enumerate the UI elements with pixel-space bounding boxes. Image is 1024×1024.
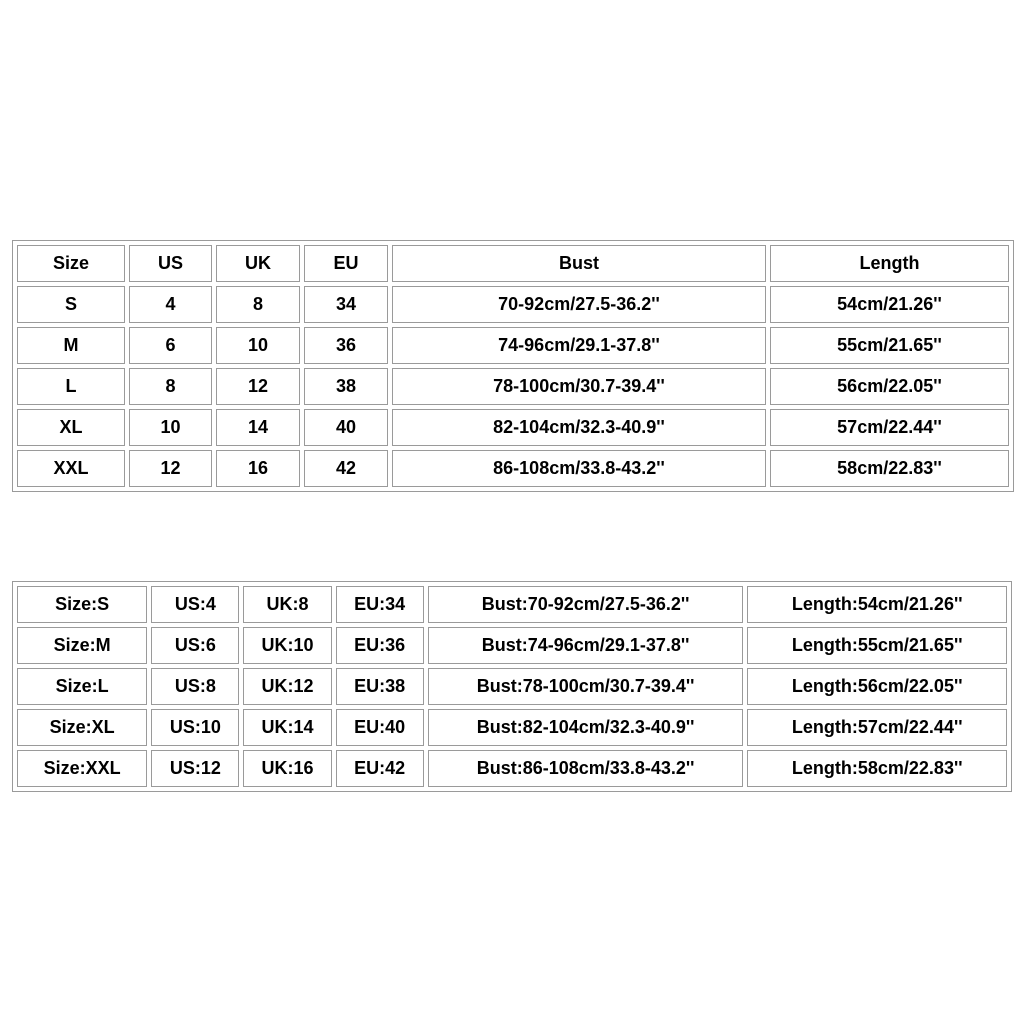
table-row [17, 709, 1007, 746]
table-cell: Size:M [17, 627, 147, 664]
header-cell: Length [770, 245, 1009, 282]
table-cell: UK:16 [243, 750, 331, 787]
table-cell: 57cm/22.44'' [770, 409, 1009, 446]
table-cell: 54cm/21.26'' [770, 286, 1009, 323]
table-cell: UK:8 [243, 586, 331, 623]
table-cell: Size:S [17, 586, 147, 623]
table-cell: Bust:78-100cm/30.7-39.4'' [428, 668, 744, 705]
table-row [17, 586, 1007, 623]
table-cell: US:6 [151, 627, 239, 664]
table-cell: XXL [17, 450, 125, 487]
header-cell: Bust [392, 245, 766, 282]
table-cell: 16 [216, 450, 300, 487]
table-cell: EU:42 [336, 750, 424, 787]
table-cell: 4 [129, 286, 212, 323]
table-cell: 56cm/22.05'' [770, 368, 1009, 405]
table-cell: 86-108cm/33.8-43.2'' [392, 450, 766, 487]
table-cell: S [17, 286, 125, 323]
table-cell: Length:57cm/22.44'' [747, 709, 1007, 746]
table-cell: EU:34 [336, 586, 424, 623]
table-cell: M [17, 327, 125, 364]
table-cell: Length:58cm/22.83'' [747, 750, 1007, 787]
table-cell: 34 [304, 286, 388, 323]
table-cell: 8 [216, 286, 300, 323]
table-cell: Length:55cm/21.65'' [747, 627, 1007, 664]
table-header-row [17, 245, 1009, 282]
table-cell: 14 [216, 409, 300, 446]
table-cell: 8 [129, 368, 212, 405]
table-cell: 10 [129, 409, 212, 446]
table-row [17, 750, 1007, 787]
table-row [17, 627, 1007, 664]
table-cell: EU:40 [336, 709, 424, 746]
table-cell: 6 [129, 327, 212, 364]
table-cell: UK:14 [243, 709, 331, 746]
table-cell: 38 [304, 368, 388, 405]
table-cell: Bust:74-96cm/29.1-37.8'' [428, 627, 744, 664]
table-cell: US:10 [151, 709, 239, 746]
table-cell: 70-92cm/27.5-36.2'' [392, 286, 766, 323]
table-cell: Bust:86-108cm/33.8-43.2'' [428, 750, 744, 787]
table-cell: 42 [304, 450, 388, 487]
table-cell: US:8 [151, 668, 239, 705]
table-cell: 12 [129, 450, 212, 487]
table-row [17, 327, 1009, 364]
table-row [17, 368, 1009, 405]
table-cell: 58cm/22.83'' [770, 450, 1009, 487]
table-cell: Length:54cm/21.26'' [747, 586, 1007, 623]
table-row [17, 409, 1009, 446]
table-row [17, 668, 1007, 705]
header-cell: US [129, 245, 212, 282]
table-cell: Bust:70-92cm/27.5-36.2'' [428, 586, 744, 623]
table-cell: Length:56cm/22.05'' [747, 668, 1007, 705]
table-cell: Size:L [17, 668, 147, 705]
table-cell: EU:36 [336, 627, 424, 664]
table-cell: Bust:82-104cm/32.3-40.9'' [428, 709, 744, 746]
table-cell: 10 [216, 327, 300, 364]
table-cell: L [17, 368, 125, 405]
table-cell: 82-104cm/32.3-40.9'' [392, 409, 766, 446]
table-cell: EU:38 [336, 668, 424, 705]
table-cell: 36 [304, 327, 388, 364]
table-cell: Size:XL [17, 709, 147, 746]
table-cell: US:12 [151, 750, 239, 787]
table-cell: 12 [216, 368, 300, 405]
table-cell: 40 [304, 409, 388, 446]
table-row [17, 286, 1009, 323]
table-cell: 78-100cm/30.7-39.4'' [392, 368, 766, 405]
table-cell: 74-96cm/29.1-37.8'' [392, 327, 766, 364]
table-row [17, 450, 1009, 487]
table-cell: Size:XXL [17, 750, 147, 787]
table-cell: UK:12 [243, 668, 331, 705]
table-cell: UK:10 [243, 627, 331, 664]
table-cell: XL [17, 409, 125, 446]
size-chart-labeled-table [12, 581, 1012, 792]
header-cell: EU [304, 245, 388, 282]
header-cell: Size [17, 245, 125, 282]
table-cell: US:4 [151, 586, 239, 623]
header-cell: UK [216, 245, 300, 282]
table-cell: 55cm/21.65'' [770, 327, 1009, 364]
size-chart-table [12, 240, 1014, 492]
